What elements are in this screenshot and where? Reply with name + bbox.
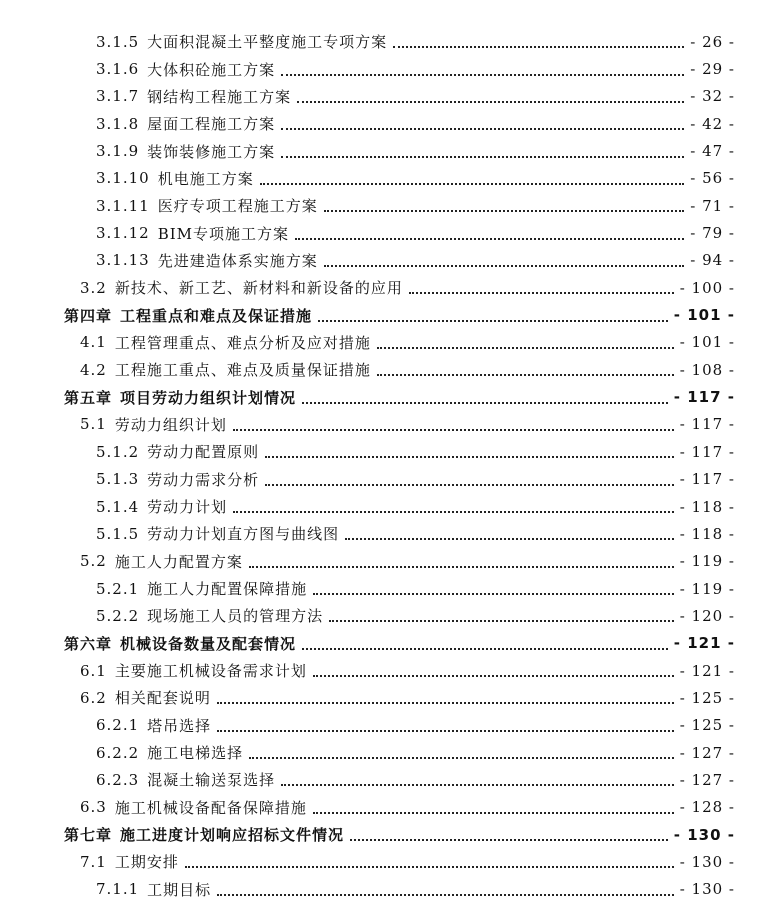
toc-entry[interactable] <box>0 219 779 246</box>
toc-entry-number: 5.1.4 <box>96 497 140 516</box>
toc-chapter-entry[interactable] <box>0 301 779 328</box>
toc-chapter-entry[interactable] <box>0 821 779 848</box>
toc-entry-title: 机械设备数量及配套情况 <box>120 634 297 653</box>
toc-entry-title: 工期目标 <box>147 880 212 899</box>
toc-entry-page: - 119 - <box>679 579 735 598</box>
toc-entry-title: 新技术、新工艺、新材料和新设备的应用 <box>114 279 403 298</box>
toc-entry[interactable] <box>0 684 779 711</box>
toc-entry-page: - 125 - <box>679 688 735 707</box>
dot-leader <box>313 581 674 596</box>
dot-leader <box>377 362 674 377</box>
dot-leader <box>345 526 674 541</box>
toc-entry[interactable] <box>0 520 779 547</box>
toc-entry[interactable] <box>0 876 779 903</box>
dot-leader <box>185 854 674 869</box>
toc-entry-title: 现场施工人员的管理方法 <box>147 607 324 626</box>
toc-entry-number: 6.2.2 <box>96 743 140 762</box>
toc-entry-number: 5.1.2 <box>96 442 140 461</box>
toc-entry-title: 劳动力计划 <box>147 498 228 517</box>
toc-entry-number: 6.2.1 <box>96 716 140 735</box>
dot-leader <box>302 636 668 651</box>
toc-entry-number: 3.2 <box>80 278 107 297</box>
toc-entry-title: 施工人力配置方案 <box>114 552 243 571</box>
toc-entry-title: 装饰装修施工方案 <box>147 142 276 161</box>
toc-entry-title: 工程管理重点、难点分析及应对措施 <box>114 333 371 352</box>
toc-entry[interactable] <box>0 739 779 766</box>
toc-entry-number: 6.2 <box>80 688 107 707</box>
toc-entry-page: - 125 - <box>679 716 735 735</box>
toc-entry-page: - 117 - <box>679 442 735 461</box>
toc-entry[interactable] <box>0 192 779 219</box>
dot-leader <box>377 335 674 350</box>
toc-entry-number: 第七章 <box>64 826 113 845</box>
toc-entry-page: - 127 - <box>679 770 735 789</box>
dot-leader <box>233 417 674 432</box>
toc-entry-number: 6.2.3 <box>96 770 140 789</box>
dot-leader <box>249 554 674 569</box>
toc-entry-page: - 130 - <box>679 852 735 871</box>
toc-entry-number: 5.1.5 <box>96 524 140 543</box>
toc-entry[interactable] <box>0 165 779 192</box>
toc-entry-title: 施工电梯选择 <box>147 744 244 763</box>
toc-entry-number: 7.1.1 <box>96 880 140 899</box>
toc-entry-number: 4.2 <box>80 360 107 379</box>
toc-entry-page: - 32 - <box>690 87 735 106</box>
toc-entry-number: 3.1.6 <box>96 60 140 79</box>
toc-entry-number: 5.2.1 <box>96 579 140 598</box>
dot-leader <box>324 253 685 268</box>
toc-entry-page: - 117 - <box>679 470 735 489</box>
toc-entry-page: - 119 - <box>679 552 735 571</box>
toc-entry-title: 施工人力配置保障措施 <box>147 580 308 599</box>
toc-entry-title: 施工机械设备配备保障措施 <box>114 798 307 817</box>
toc-entry-number: 6.1 <box>80 661 107 680</box>
toc-entry-page: - 26 - <box>690 32 735 51</box>
toc-entry-title: 混凝土输送泵选择 <box>147 771 276 790</box>
toc-entry-page: - 130 - <box>679 880 735 899</box>
dot-leader <box>281 772 674 787</box>
dot-leader <box>313 800 674 815</box>
toc-entry[interactable] <box>0 83 779 110</box>
dot-leader <box>409 280 674 295</box>
dot-leader <box>249 745 674 760</box>
toc-entry-page: - 56 - <box>690 169 735 188</box>
toc-entry-page: - 101 - <box>673 306 735 325</box>
toc-entry[interactable] <box>0 28 779 55</box>
toc-entry[interactable] <box>0 411 779 438</box>
toc-entry-number: 3.1.12 <box>96 224 150 243</box>
toc-entry-number: 3.1.10 <box>96 169 150 188</box>
toc-entry-page: - 71 - <box>690 196 735 215</box>
toc-entry[interactable] <box>0 356 779 383</box>
toc-entry-number: 5.2 <box>80 552 107 571</box>
toc-entry-number: 3.1.13 <box>96 251 150 270</box>
toc-entry-number: 第六章 <box>64 634 113 653</box>
toc-entry-title: 工期安排 <box>114 853 179 872</box>
toc-entry-number: 3.1.7 <box>96 87 140 106</box>
toc-entry-page: - 79 - <box>690 224 735 243</box>
toc-entry[interactable] <box>0 766 779 793</box>
dot-leader <box>217 882 674 897</box>
dot-leader <box>281 62 684 77</box>
toc-entry-title: 屋面工程施工方案 <box>147 115 276 134</box>
dot-leader <box>313 663 674 678</box>
toc-entry-title: 钢结构工程施工方案 <box>147 87 292 106</box>
dot-leader <box>217 690 674 705</box>
toc-entry-number: 5.1 <box>80 415 107 434</box>
dot-leader <box>233 499 674 514</box>
toc-entry-title: 大体积砼施工方案 <box>147 60 276 79</box>
toc-entry-title: 工程重点和难点及保证措施 <box>120 306 313 325</box>
dot-leader <box>265 444 674 459</box>
toc-entry-page: - 118 - <box>679 497 735 516</box>
toc-entry[interactable] <box>0 602 779 629</box>
toc-entry[interactable] <box>0 657 779 684</box>
toc-entry-title: 劳动力配置原则 <box>147 443 260 462</box>
toc-entry-page: - 120 - <box>679 606 735 625</box>
toc-entry-title: 项目劳动力组织计划情况 <box>120 388 297 407</box>
toc-entry[interactable] <box>0 712 779 739</box>
toc-chapter-entry[interactable] <box>0 630 779 657</box>
toc-entry-page: - 42 - <box>690 114 735 133</box>
toc-entry-number: 5.1.3 <box>96 470 140 489</box>
dot-leader <box>265 472 674 487</box>
toc-entry-title: 塔吊选择 <box>147 716 212 735</box>
toc-entry[interactable] <box>0 548 779 575</box>
toc-entry-number: 3.1.8 <box>96 114 140 133</box>
toc-entry-page: - 47 - <box>690 142 735 161</box>
toc-entry-page: - 127 - <box>679 743 735 762</box>
toc-entry-number: 第四章 <box>64 306 113 325</box>
dot-leader <box>217 718 674 733</box>
toc-entry-title: 施工进度计划响应招标文件情况 <box>120 826 345 845</box>
dot-leader <box>324 198 685 213</box>
toc-entry-page: - 29 - <box>690 60 735 79</box>
dot-leader <box>318 308 668 323</box>
dot-leader <box>297 89 684 104</box>
toc-entry-title: 先进建造体系实施方案 <box>157 251 318 270</box>
toc-entry[interactable] <box>0 274 779 301</box>
toc-entry[interactable] <box>0 329 779 356</box>
toc-entry-title: 劳动力组织计划 <box>114 415 227 434</box>
toc-entry-title: 劳动力需求分析 <box>147 470 260 489</box>
toc-entry-number: 6.3 <box>80 798 107 817</box>
toc-entry-page: - 108 - <box>679 360 735 379</box>
toc-entry-number: 7.1 <box>80 852 107 871</box>
toc-entry-page: - 121 - <box>673 634 735 653</box>
toc-entry-number: 4.1 <box>80 333 107 352</box>
toc-entry-page: - 118 - <box>679 524 735 543</box>
toc-entry-number: 3.1.9 <box>96 142 140 161</box>
dot-leader <box>281 116 684 131</box>
toc-entry-title: 机电施工方案 <box>157 169 254 188</box>
toc-entry-title: 医疗专项工程施工方案 <box>157 197 318 216</box>
table-of-contents <box>0 28 779 903</box>
toc-entry-number: 5.2.2 <box>96 606 140 625</box>
toc-entry[interactable] <box>0 493 779 520</box>
dot-leader <box>350 827 668 842</box>
toc-entry-title: BIM专项施工方案 <box>157 224 290 243</box>
toc-entry[interactable] <box>0 137 779 164</box>
toc-entry[interactable] <box>0 110 779 137</box>
toc-chapter-entry[interactable] <box>0 383 779 410</box>
toc-entry-page: - 121 - <box>679 661 735 680</box>
toc-entry[interactable] <box>0 55 779 82</box>
toc-entry-page: - 94 - <box>690 251 735 270</box>
dot-leader <box>302 390 668 405</box>
toc-entry-title: 相关配套说明 <box>114 689 211 708</box>
toc-entry-page: - 100 - <box>679 278 735 297</box>
toc-entry-page: - 101 - <box>679 333 735 352</box>
toc-entry[interactable] <box>0 466 779 493</box>
toc-entry-number: 3.1.5 <box>96 32 140 51</box>
dot-leader <box>281 144 684 159</box>
toc-entry-page: - 128 - <box>679 798 735 817</box>
toc-entry[interactable] <box>0 438 779 465</box>
toc-entry-title: 劳动力计划直方图与曲线图 <box>147 525 340 544</box>
dot-leader <box>295 226 684 241</box>
toc-entry[interactable] <box>0 794 779 821</box>
dot-leader <box>393 34 684 49</box>
toc-entry-title: 工程施工重点、难点及质量保证措施 <box>114 361 371 380</box>
toc-entry-number: 3.1.11 <box>96 196 150 215</box>
dot-leader <box>260 171 685 186</box>
toc-entry[interactable] <box>0 575 779 602</box>
toc-entry-page: - 117 - <box>673 388 735 407</box>
toc-entry[interactable] <box>0 848 779 875</box>
toc-entry-page: - 130 - <box>673 825 735 844</box>
toc-entry-page: - 117 - <box>679 415 735 434</box>
toc-entry-title: 大面积混凝土平整度施工专项方案 <box>147 33 388 52</box>
toc-entry-title: 主要施工机械设备需求计划 <box>114 662 307 681</box>
dot-leader <box>329 608 674 623</box>
toc-entry[interactable] <box>0 247 779 274</box>
toc-entry-number: 第五章 <box>64 388 113 407</box>
